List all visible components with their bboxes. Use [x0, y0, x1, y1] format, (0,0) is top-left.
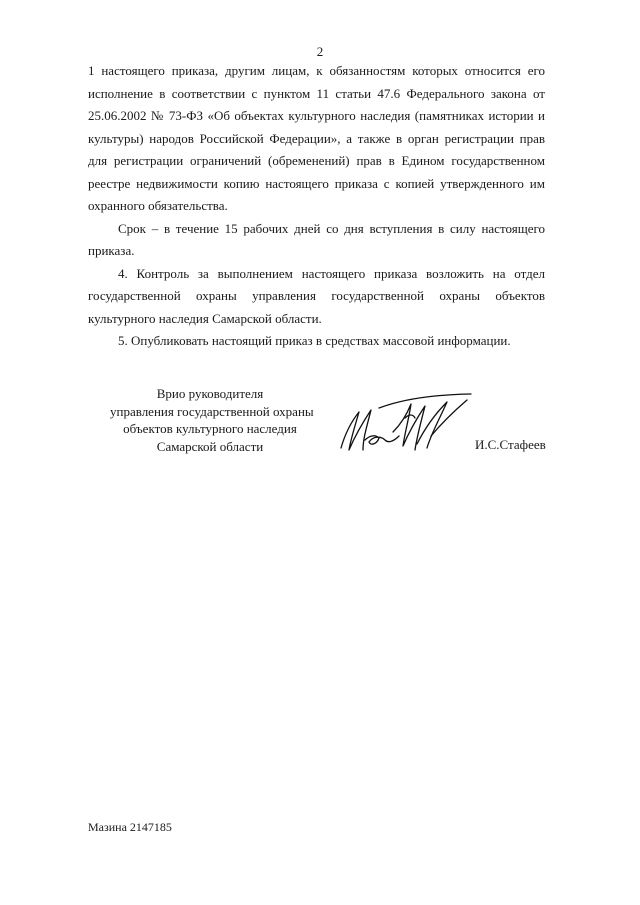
paragraph-continuation: 1 настоящего приказа, другим лицам, к обязанностям которых относится его исполнение в соответствии с пунктом 11 статьи 47.6 Федерального закона от 25.06.2002 № 73-ФЗ «Об объектах культурного наследия (памятниках истории и культуры) народов Российской Федерации», а также в орган регистрации прав для регистрации ограничений (обременений) прав в Едином государственном реестре недвижимости копию настоящего приказа с копией утвержденного им охранного обязательства.: [88, 63, 545, 213]
signatory-title-line: управления государственной охраны: [110, 403, 314, 419]
page-number: 2: [316, 44, 324, 59]
signatory-name: И.С.Стафеев: [475, 437, 546, 452]
handwritten-signature: [335, 388, 475, 460]
executor-contact: Мазина 2147185: [88, 820, 172, 834]
signatory-title-line: Самарской области: [156, 438, 264, 454]
document-body: [88, 60, 545, 353]
paragraph-item-4: 4. Контроль за выполнением настоящего приказа возложить на отдел государственной охраны управления государственной охраны объектов культурного наследия Самарской области.: [88, 265, 545, 326]
signatory-title-block: [110, 385, 314, 455]
paragraph-deadline: Срок – в течение 15 рабочих дней со дня вступления в силу настоящего приказа.: [88, 220, 545, 258]
paragraph-item-5: 5. Опубликовать настоящий приказ в средствах массовой информации.: [118, 333, 511, 348]
signatory-title-line: объектов культурного наследия: [123, 421, 297, 436]
signatory-title-line: Врио руководителя: [156, 386, 264, 401]
